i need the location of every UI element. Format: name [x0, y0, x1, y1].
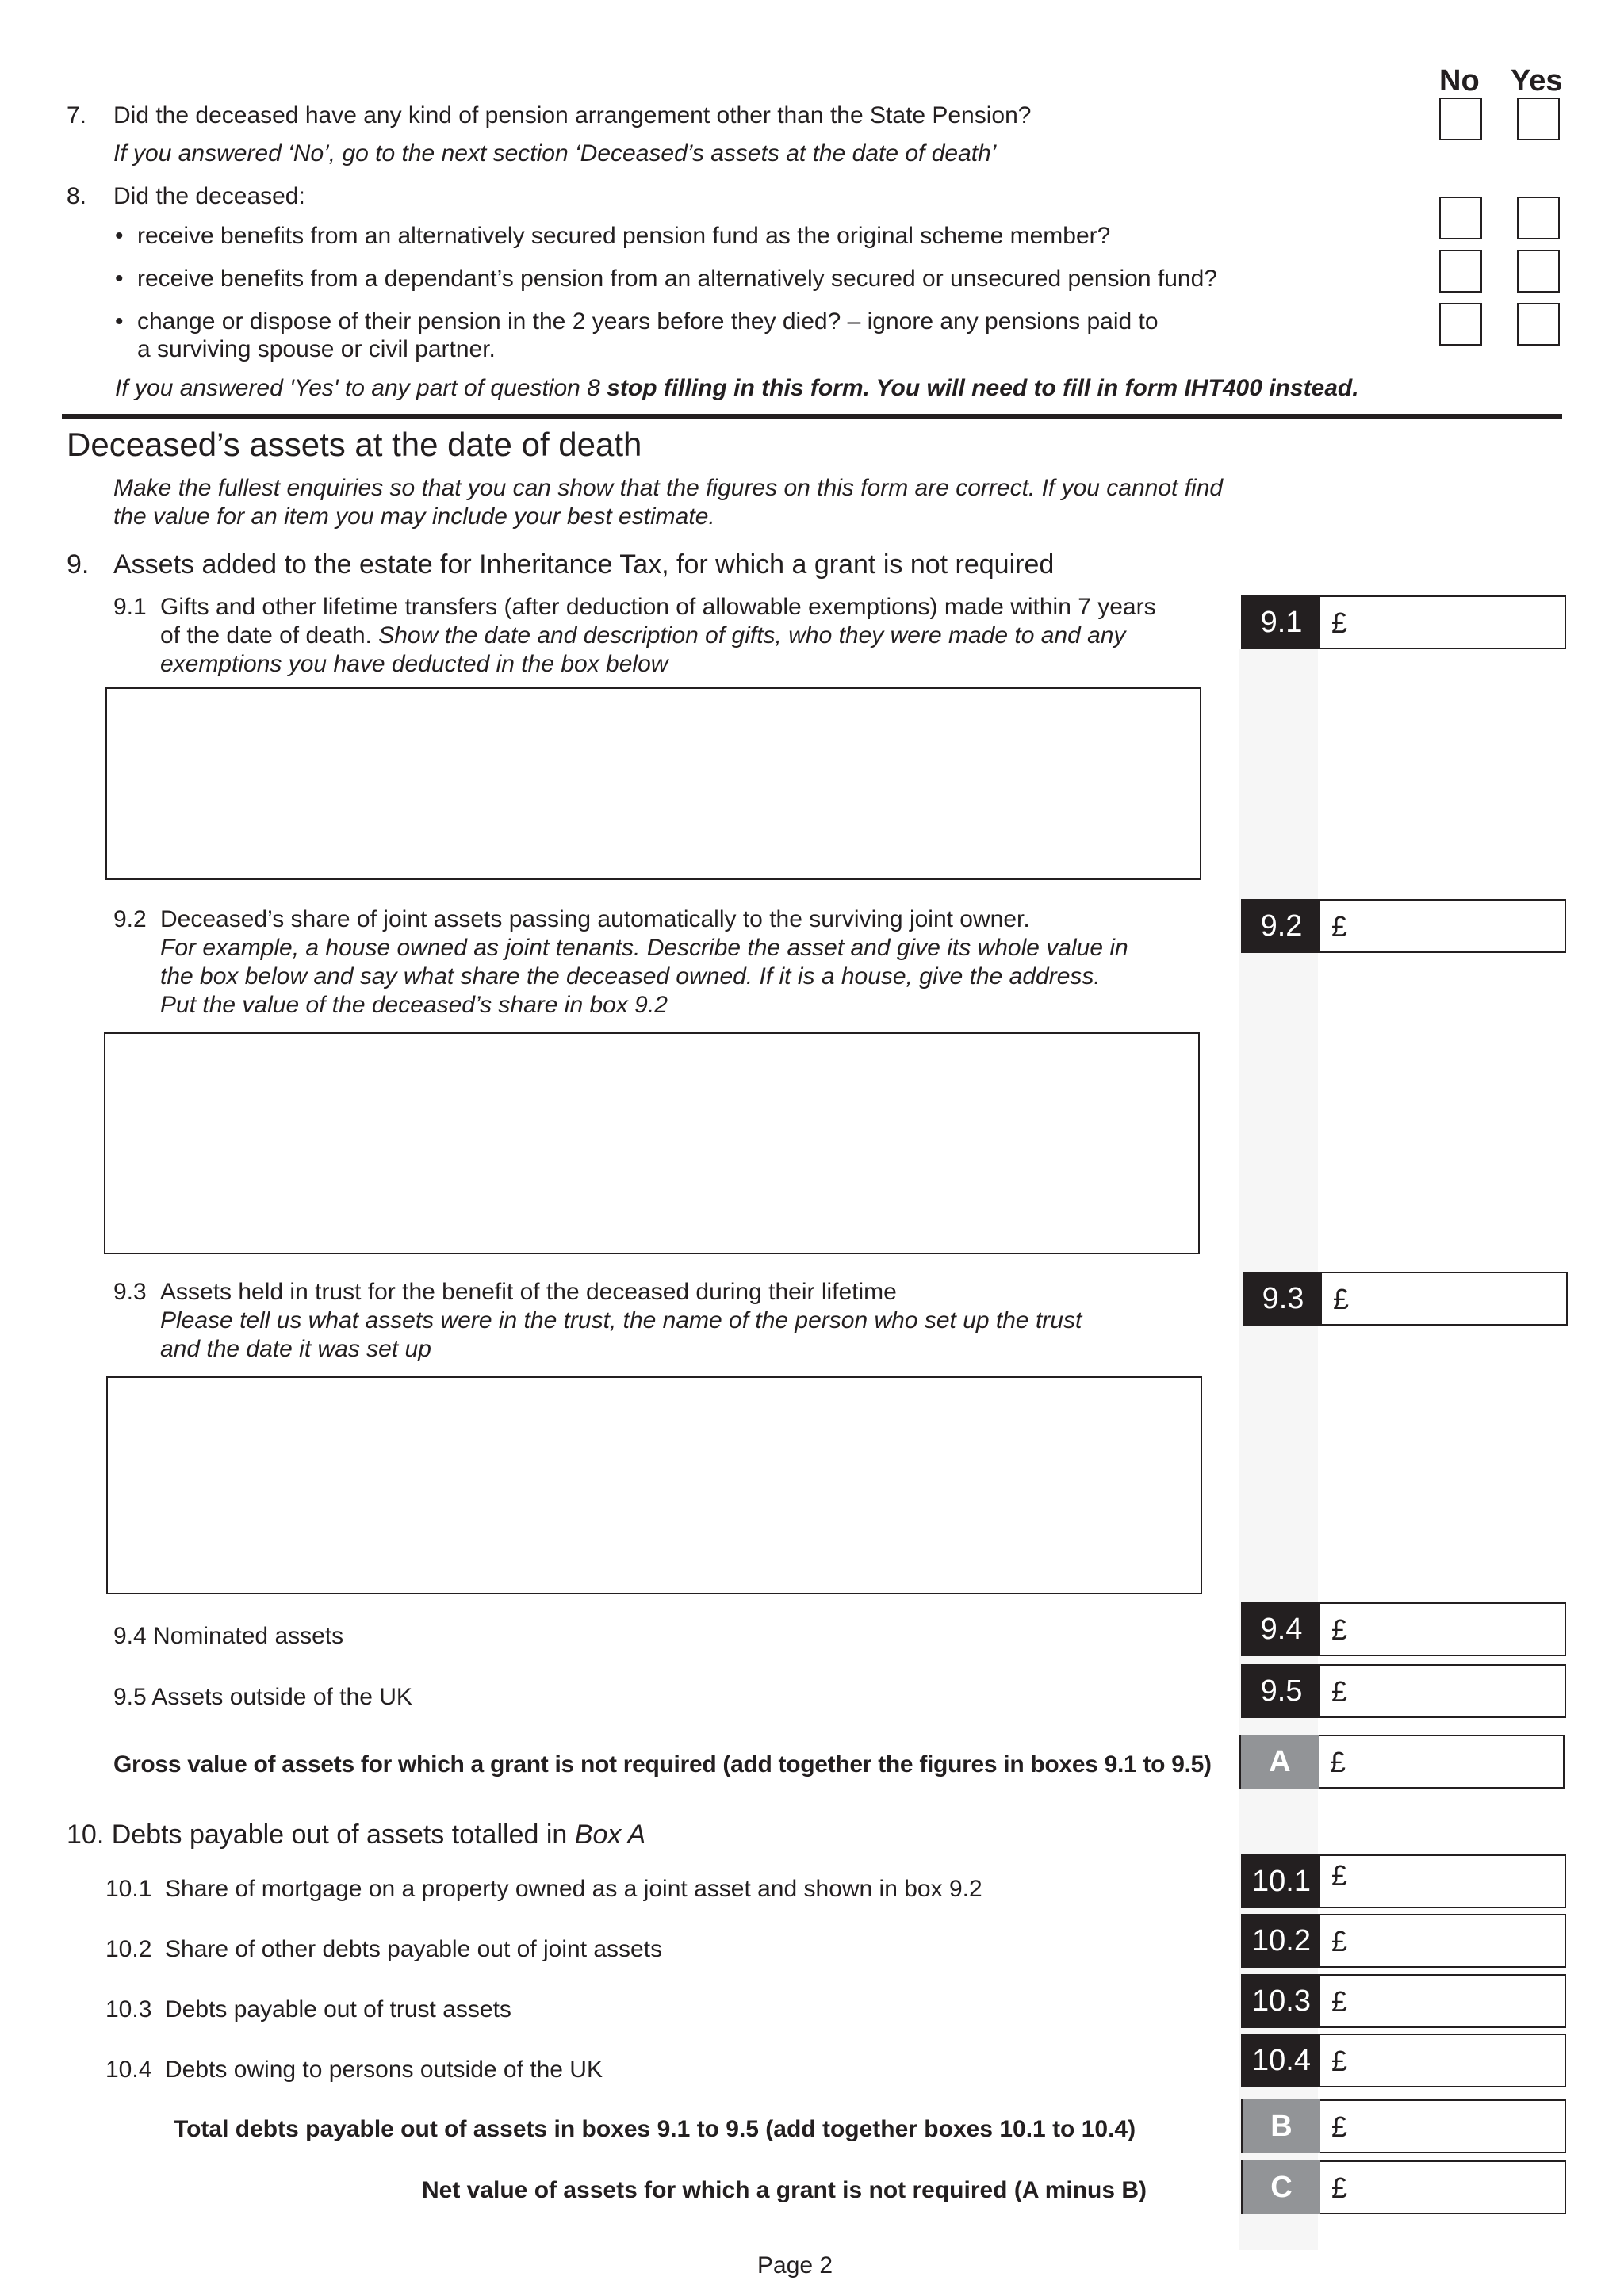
item-10-4-label: Debts owing to persons outside of the UK — [165, 2057, 603, 2083]
box-10-2 — [1241, 1914, 1566, 1968]
gifts-description-box[interactable] — [105, 687, 1201, 880]
box-b-label: B — [1243, 2099, 1320, 2153]
box-10-3-input[interactable] — [1362, 1979, 1560, 2023]
box-9-2-input[interactable] — [1362, 904, 1560, 948]
item-9-2-line-1: Deceased’s share of joint assets passing automatically to the surviving joint owner. — [160, 906, 1030, 932]
q9-question: Assets added to the estate for Inheritance Tax, for which a grant is not required — [113, 549, 1055, 580]
box-9-4-currency: £ — [1331, 1613, 1348, 1646]
box-9-5-label: 9.5 — [1243, 1664, 1320, 1718]
section-divider — [62, 414, 1562, 419]
box-10-3-currency: £ — [1331, 1985, 1348, 2018]
item-9-4-label: 9.4 Nominated assets — [113, 1623, 344, 1649]
q7-no-checkbox[interactable] — [1439, 98, 1482, 140]
item-10-3-label: Debts payable out of trust assets — [165, 1996, 511, 2022]
item-9-5-label: 9.5 Assets outside of the UK — [113, 1684, 412, 1710]
q8-note — [115, 374, 1359, 403]
page-number: Page 2 — [757, 2252, 833, 2279]
item-9-2-line-4: Put the value of the deceased’s share in box 9.2 — [160, 992, 668, 1018]
q8-question: Did the deceased: — [113, 183, 305, 209]
box-a — [1239, 1735, 1565, 1789]
q8-bullet-3-continued: a surviving spouse or civil partner. — [137, 336, 496, 362]
q10-text-box-a: Box A — [574, 1820, 646, 1850]
box-c-input[interactable] — [1362, 2165, 1560, 2210]
box-9-1-currency: £ — [1331, 607, 1348, 639]
q7-number: 7. — [67, 102, 87, 128]
item-9-3-line-1: Assets held in trust for the benefit of the deceased during their lifetime — [160, 1279, 897, 1305]
box-10-3-label: 10.3 — [1243, 1974, 1320, 2028]
box-9-5-currency: £ — [1331, 1675, 1348, 1708]
gifts-description-input[interactable] — [107, 689, 1200, 878]
box-9-4 — [1241, 1602, 1566, 1656]
section-intro-line-2: the value for an item you may include your best estimate. — [113, 503, 715, 530]
q8-bullet-3: • change or dispose of their pension in the 2 years before they died? – ignore any pensions paid to — [137, 308, 1159, 336]
item-9-2-line-2: For example, a house owned as joint tenants. Describe the asset and give its whole value in — [160, 935, 1128, 961]
q8-3-yes-checkbox[interactable] — [1517, 303, 1560, 346]
item-9-2-line-3: the box below and say what share the deceased owned. If it is a house, give the address. — [160, 963, 1101, 989]
box-9-5-input[interactable] — [1362, 1669, 1560, 1713]
q8-2-no-checkbox[interactable] — [1439, 250, 1482, 293]
joint-assets-description-box[interactable] — [104, 1032, 1200, 1254]
item-9-1-number: 9.1 — [113, 594, 147, 620]
box-9-1-label: 9.1 — [1243, 595, 1320, 649]
box-9-2-currency: £ — [1331, 910, 1348, 943]
item-9-2-number: 9.2 — [113, 906, 147, 932]
trust-assets-description-input[interactable] — [108, 1378, 1201, 1593]
no-column-header: No — [1439, 64, 1480, 98]
box-9-1-input[interactable] — [1362, 600, 1560, 645]
box-10-2-currency: £ — [1331, 1925, 1348, 1957]
q8-2-yes-checkbox[interactable] — [1517, 250, 1560, 293]
box-9-1 — [1241, 595, 1566, 649]
q10-question — [67, 1819, 645, 1850]
box-10-1-currency: £ — [1331, 1859, 1348, 1892]
box-10-4 — [1241, 2034, 1566, 2087]
box-9-3-label: 9.3 — [1244, 1272, 1322, 1326]
q8-1-yes-checkbox[interactable] — [1517, 197, 1560, 239]
box-b — [1241, 2099, 1566, 2153]
box-9-2-label: 9.2 — [1243, 899, 1320, 953]
box-9-4-input[interactable] — [1362, 1607, 1560, 1651]
joint-assets-description-input[interactable] — [105, 1034, 1198, 1253]
item-9-1-line-2-italic: Show the date and description of gifts, who they were made to and any — [378, 622, 1126, 649]
box-9-2 — [1241, 899, 1566, 953]
box-10-4-input[interactable] — [1362, 2038, 1560, 2083]
item-9-1-line-2 — [160, 622, 1125, 650]
item-10-2-label: Share of other debts payable out of joint assets — [165, 1936, 663, 1962]
section-intro-line-1: Make the fullest enquiries so that you can show that the figures on this form are correct. If you cannot find — [113, 475, 1224, 501]
section-title: Deceased’s assets at the date of death — [67, 426, 642, 463]
box-10-4-currency: £ — [1331, 2045, 1348, 2077]
box-10-1-input[interactable] — [1362, 1859, 1560, 1904]
box-a-input[interactable] — [1360, 1739, 1558, 1784]
net-value-label: Net value of assets for which a grant is not required (A minus B) — [422, 2177, 1147, 2203]
box-c — [1241, 2160, 1566, 2214]
q9-number: 9. — [67, 549, 90, 580]
item-9-3-line-3: and the date it was set up — [160, 1336, 431, 1362]
item-10-4-number: 10.4 — [105, 2057, 152, 2083]
q7-yes-checkbox[interactable] — [1517, 98, 1560, 140]
q7-note: If you answered ‘No’, go to the next section ‘Deceased’s assets at the date of death’ — [113, 140, 997, 166]
q8-1-no-checkbox[interactable] — [1439, 197, 1482, 239]
item-10-2-number: 10.2 — [105, 1936, 152, 1962]
box-10-1 — [1241, 1854, 1566, 1908]
box-a-label: A — [1241, 1735, 1319, 1789]
box-9-3 — [1243, 1272, 1568, 1326]
box-c-currency: £ — [1331, 2172, 1348, 2204]
box-10-3 — [1241, 1974, 1566, 2028]
item-9-1-line-3: exemptions you have deducted in the box below — [160, 651, 668, 677]
box-10-2-input[interactable] — [1362, 1919, 1560, 1963]
item-9-3-number: 9.3 — [113, 1279, 147, 1305]
item-9-1-line-1: Gifts and other lifetime transfers (after deduction of allowable exemptions) made within 7 years — [160, 594, 1156, 620]
q10-number: 10. — [67, 1820, 105, 1850]
box-10-2-label: 10.2 — [1243, 1914, 1320, 1968]
box-b-currency: £ — [1331, 2110, 1348, 2143]
q7-question: Did the deceased have any kind of pension arrangement other than the State Pension? — [113, 102, 1032, 128]
box-9-3-input[interactable] — [1363, 1276, 1561, 1321]
q8-number: 8. — [67, 183, 87, 209]
item-10-1-label: Share of mortgage on a property owned as a joint asset and shown in box 9.2 — [165, 1876, 982, 1902]
box-9-3-currency: £ — [1333, 1283, 1350, 1315]
box-9-5 — [1241, 1664, 1566, 1718]
item-10-1-number: 10.1 — [105, 1876, 152, 1902]
total-debts-label: Total debts payable out of assets in boxes 9.1 to 9.5 (add together boxes 10.1 to 10.4) — [174, 2116, 1136, 2142]
trust-assets-description-box[interactable] — [106, 1376, 1202, 1594]
item-10-3-number: 10.3 — [105, 1996, 152, 2022]
gross-value-label: Gross value of assets for which a grant is not required (add together the figures in boxes 9.1 to 9.5) — [113, 1751, 1212, 1777]
q10-text: Debts payable out of assets totalled in — [111, 1820, 568, 1850]
box-10-1-label: 10.1 — [1243, 1854, 1320, 1908]
q8-note-bold: stop filling in this form. You will need to fill in form IHT400 instead. — [607, 375, 1359, 401]
yes-column-header: Yes — [1511, 64, 1563, 98]
box-10-4-label: 10.4 — [1243, 2034, 1320, 2087]
box-9-4-label: 9.4 — [1243, 1602, 1320, 1656]
q8-bullet-2: • receive benefits from a dependant’s pension from an alternatively secured or unsecured pension fund? — [137, 265, 1217, 293]
box-a-currency: £ — [1330, 1746, 1346, 1778]
item-9-1-line-2-text: of the date of death. — [160, 622, 372, 649]
box-c-label: C — [1243, 2160, 1320, 2214]
box-b-input[interactable] — [1362, 2104, 1560, 2149]
q8-3-no-checkbox[interactable] — [1439, 303, 1482, 346]
item-9-3-line-2: Please tell us what assets were in the trust, the name of the person who set up the trust — [160, 1307, 1082, 1334]
q8-bullet-1: • receive benefits from an alternatively secured pension fund as the original scheme member? — [137, 222, 1110, 251]
q8-note-italic: If you answered 'Yes' to any part of question 8 — [115, 375, 600, 401]
